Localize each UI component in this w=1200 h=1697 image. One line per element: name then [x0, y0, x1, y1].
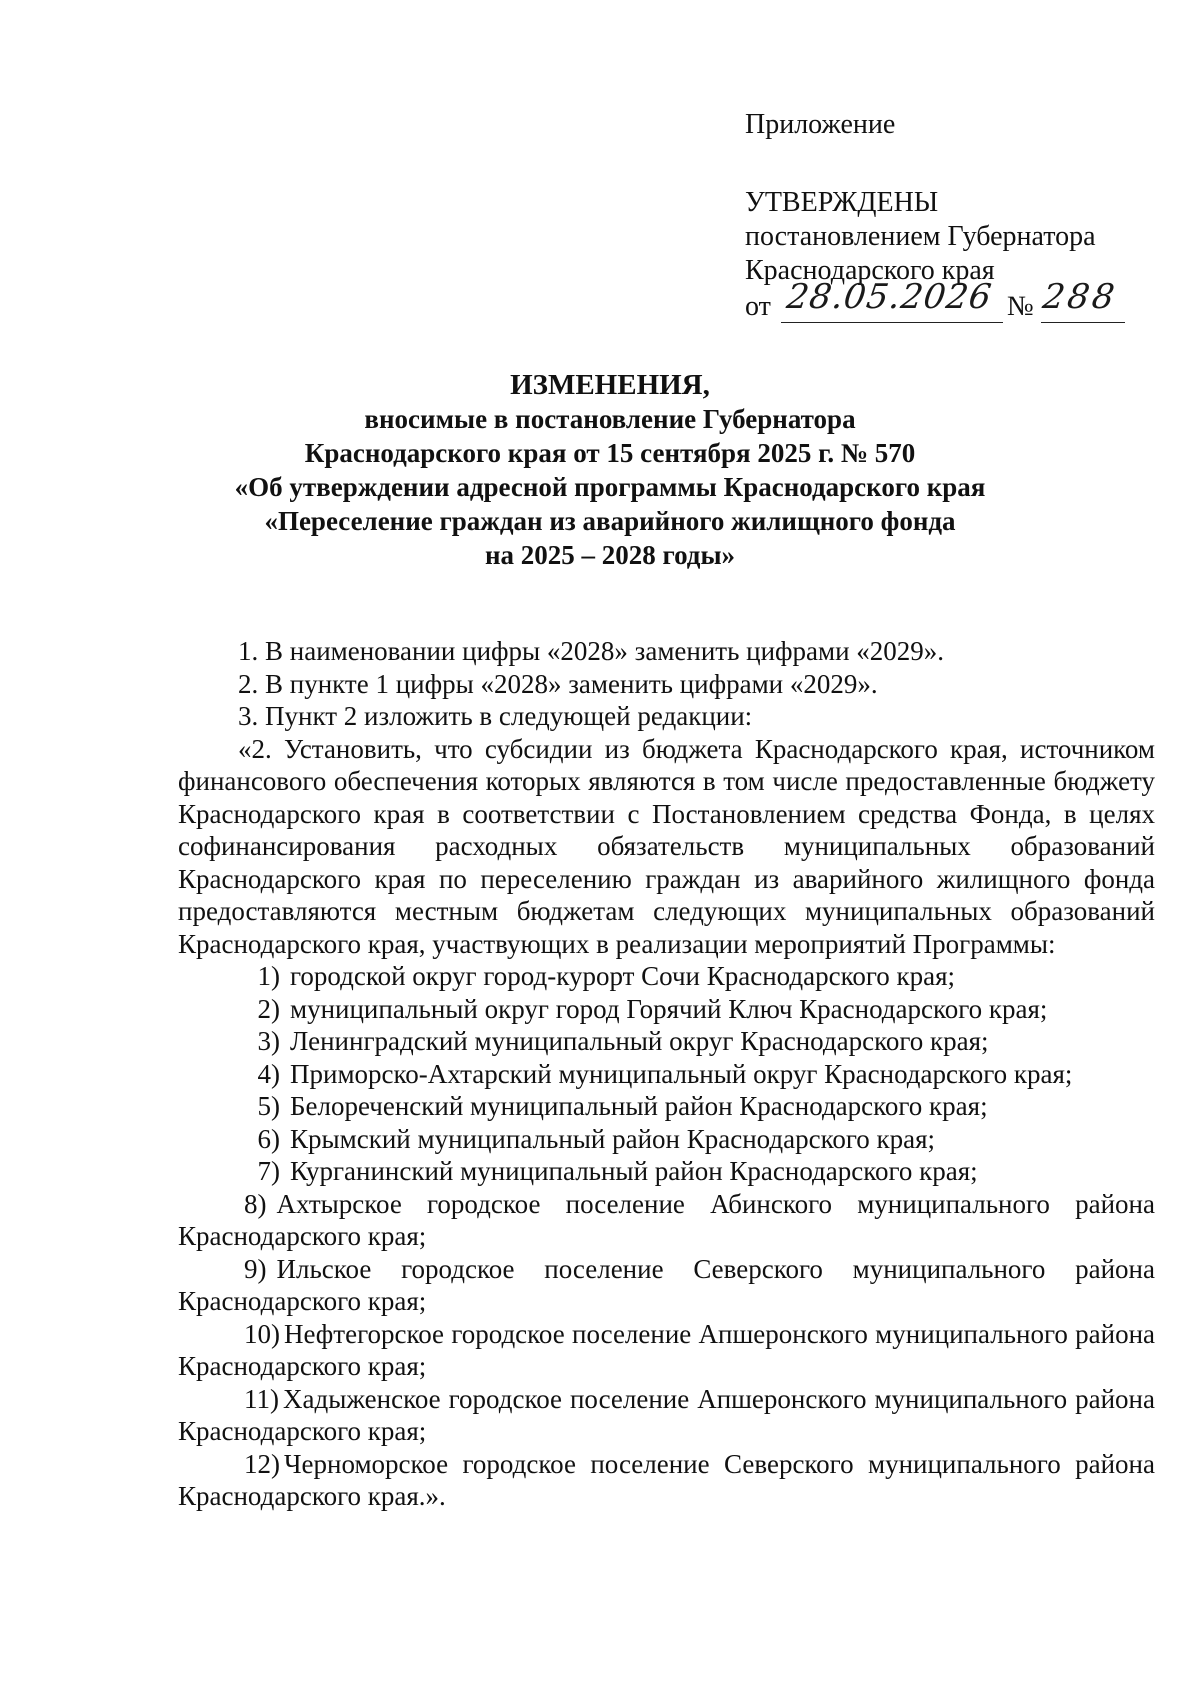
list-item	[178, 960, 1155, 993]
number-sign: №	[1007, 291, 1034, 322]
list-item	[178, 1448, 1155, 1513]
list-item	[178, 1383, 1155, 1448]
list-item-text: Крымский муниципальный район Краснодарского края;	[290, 1123, 936, 1154]
approved-label: УТВЕРЖДЕНЫ	[745, 187, 939, 218]
date-number-line	[745, 277, 1165, 328]
list-item	[178, 1155, 1155, 1188]
list-item-number: 9)	[244, 1253, 267, 1284]
list-item	[178, 1025, 1155, 1058]
list-item	[178, 1123, 1155, 1156]
list-item	[178, 993, 1155, 1026]
list-item-number: 12)	[244, 1448, 280, 1479]
list-item-number: 1)	[257, 961, 280, 991]
paragraph-1: 1. В наименовании цифры «2028» заменить цифрами «2029».	[238, 636, 945, 666]
number-field	[1040, 277, 1125, 323]
title-line-5: на 2025 – 2028 годы»	[484, 540, 736, 570]
list-item	[178, 1058, 1155, 1091]
date-prefix: от	[745, 291, 771, 322]
document-body	[178, 635, 1155, 1513]
list-item-number: 4)	[257, 1058, 280, 1089]
list-item-text: Нефтегорское городское поселение Апшеронского муниципального района Краснодарского края;	[178, 1318, 1155, 1381]
list-item-text: Ильское городское поселение Северского муниципального района Краснодарского края;	[178, 1253, 1155, 1316]
list-item	[178, 1318, 1155, 1383]
list-item	[178, 1253, 1155, 1318]
title-line-1: вносимые в постановление Губернатора	[364, 404, 856, 434]
approval-block	[745, 108, 1165, 328]
decree-line: постановлением Губернатора	[745, 221, 1096, 252]
title-line-2: Краснодарского края от 15 сентября 2025 г. № 570	[304, 438, 916, 468]
handwritten-date: 28.05.2026	[784, 277, 995, 317]
list-item	[178, 1090, 1155, 1123]
list-item-text: Черноморское городское поселение Северского муниципального района Краснодарского края.».	[178, 1448, 1155, 1511]
title-line-4: «Переселение граждан из аварийного жилищного фонда	[264, 506, 956, 536]
list-item-text: Приморско-Ахтарский муниципальный округ Краснодарского края;	[290, 1058, 1073, 1089]
title-line-3: «Об утверждении адресной программы Краснодарского края	[234, 472, 986, 502]
paragraph-4: «2. Установить, что субсидии из бюджета Краснодарского края, источником финансового обеспечения которых являются в том числе предоставленные бюджету Краснодарского края в соответствии с Постановлением средства Фонда, в целях софинансирования расходных обязательств муниципальных образований Краснодарского края по переселению граждан из аварийного жилищного фонда предоставляются местным бюджетам следующих муниципальных образований Краснодарского края, участвующих в реализации мероприятий Программы:	[178, 733, 1155, 959]
list-item-text: Ахтырское городское поселение Абинского муниципального района Краснодарского края;	[178, 1188, 1155, 1251]
list-item-text: муниципальный округ город Горячий Ключ Краснодарского края;	[290, 993, 1048, 1024]
title-heading: ИЗМЕНЕНИЯ,	[510, 369, 710, 401]
list-item-number: 5)	[257, 1091, 280, 1121]
list-item-number: 2)	[257, 993, 280, 1024]
list-item-number: 10)	[244, 1318, 280, 1349]
list-item-text: Хадыженское городское поселение Апшеронского муниципального района Краснодарского края;	[178, 1383, 1155, 1446]
list-item-number: 8)	[244, 1188, 267, 1219]
list-item-text: Курганинский муниципальный район Краснодарского края;	[290, 1156, 978, 1186]
list-item-text: Белореченский муниципальный район Краснодарского края;	[290, 1091, 988, 1121]
list-item-number: 3)	[257, 1026, 280, 1056]
municipality-list	[178, 960, 1155, 1513]
list-item-number: 6)	[257, 1123, 280, 1154]
list-item	[178, 1188, 1155, 1253]
date-field	[781, 277, 1003, 323]
document-title	[160, 368, 1060, 572]
list-item-text: Ленинградский муниципальный округ Краснодарского края;	[290, 1026, 989, 1056]
region-line: Краснодарского края	[745, 255, 995, 286]
handwritten-number: 288	[1040, 277, 1120, 317]
paragraph-3: 3. Пункт 2 изложить в следующей редакции:	[238, 701, 753, 731]
list-item-number: 7)	[257, 1156, 280, 1186]
appendix-label: Приложение	[745, 109, 896, 140]
list-item-number: 11)	[244, 1383, 279, 1414]
list-item-text: городской округ город-курорт Сочи Краснодарского края;	[290, 961, 956, 991]
paragraph-2: 2. В пункте 1 цифры «2028» заменить цифрами «2029».	[238, 668, 878, 699]
